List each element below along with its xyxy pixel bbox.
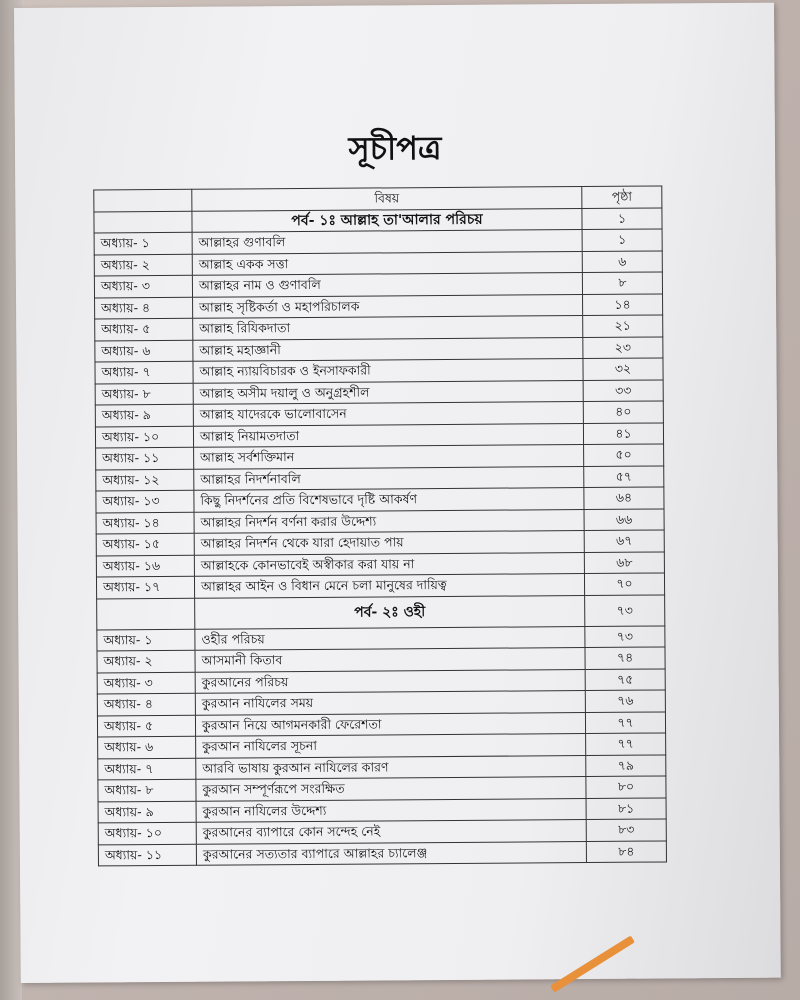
toc-body: [94, 207, 667, 865]
chapter-label: অধ্যায়- ১: [97, 629, 195, 651]
chapter-subject: আরবি ভাষায় কুরআন নাযিলের কারণ: [196, 755, 586, 779]
chapter-page: ৭০: [584, 573, 664, 595]
chapter-page: ৫০: [584, 444, 664, 466]
chapter-label: অধ্যায়- ১০: [95, 426, 193, 448]
chapter-label: অধ্যায়- ৫: [95, 318, 193, 340]
part-page: ১: [582, 207, 662, 229]
chapter-label: অধ্যায়- ১৫: [96, 533, 194, 555]
chapter-label: অধ্যায়- ৭: [95, 361, 193, 383]
chapter-label: অধ্যায়- ১১: [96, 447, 194, 469]
chapter-page: ২১: [583, 315, 663, 337]
chapter-subject: আল্লাহ অসীম দয়ালু ও অনুগ্রহশীল: [193, 380, 583, 404]
chapter-label: অধ্যায়- ২: [97, 650, 195, 672]
chapter-subject: কুরআনের পরিচয়: [195, 669, 585, 693]
chapter-label: অধ্যায়- ৫: [97, 715, 195, 737]
chapter-subject: কিছু নিদর্শনের প্রতি বিশেষভাবে দৃষ্টি আকর্ষণ: [194, 488, 584, 512]
chapter-page: ৪০: [583, 401, 663, 423]
chapter-subject: আল্লাহ মহাজ্ঞানী: [193, 337, 583, 361]
chapter-page: ৬৪: [584, 487, 664, 509]
header-page: পৃষ্ঠা: [582, 186, 662, 208]
chapter-label: অধ্যায়- ৬: [95, 340, 193, 362]
part-title: পর্ব- ১ঃ আল্লাহ তা'আলার পরিচয়: [192, 208, 582, 232]
chapter-subject: আল্লাহর নিদর্শন থেকে যারা হেদায়াত পায়: [194, 531, 584, 555]
chapter-page: ৭৭: [586, 733, 666, 755]
chapter-label: অধ্যায়- ১৪: [96, 512, 194, 534]
chapter-page: ৬৮: [584, 551, 664, 573]
chapter-page: ৭৬: [585, 690, 665, 712]
chapter-page: ৫৭: [584, 465, 664, 487]
chapter-subject: কুরআনের সত্যতার ব্যাপারে আল্লাহর চ্যালেঞ্জ: [196, 841, 586, 865]
part-row: [97, 594, 665, 629]
chapter-subject: কুরআন সম্পূর্ণরূপে সংরক্ষিত: [196, 777, 586, 801]
chapter-subject: আল্লাহ নিয়ামতদাতা: [193, 423, 583, 447]
chapter-subject: আসমানী কিতাব: [195, 648, 585, 672]
chapter-subject: কুরআনের ব্যাপারে কোন সন্দেহ নেই: [196, 820, 586, 844]
chapter-page: ৭৭: [585, 711, 665, 733]
page-title: সূচীপত্র: [348, 129, 442, 168]
chapter-subject: কুরআন নাযিলের উদ্দেশ্য: [196, 798, 586, 822]
chapter-page: ৮০: [586, 776, 666, 798]
chapter-page: ৮: [582, 272, 662, 294]
chapter-label: অধ্যায়- ৬: [98, 736, 196, 758]
chapter-label: অধ্যায়- ৭: [98, 758, 196, 780]
chapter-subject: আল্লাহর নিদর্শনাবলি: [194, 466, 584, 490]
chapter-label: অধ্যায়- ১৭: [96, 576, 194, 598]
chapter-label: অধ্যায়- ৩: [97, 672, 195, 694]
chapter-subject: আল্লাহ ন্যায়বিচারক ও ইনসাফকারী: [193, 359, 583, 383]
chapter-page: ৭৪: [585, 647, 665, 669]
chapter-subject: আল্লাহর নিদর্শন বর্ণনা করার উদ্দেশ্য: [194, 509, 584, 533]
chapter-page: ১: [582, 229, 662, 251]
chapter-subject: কুরআন নিয়ে আগমনকারী ফেরেশতা: [195, 712, 585, 736]
part-empty-cell: [97, 598, 195, 630]
chapter-label: অধ্যায়- ২: [94, 254, 192, 276]
chapter-subject: আল্লাহ সর্বশক্তিমান: [194, 445, 584, 469]
chapter-page: ৭৫: [585, 668, 665, 690]
chapter-subject: আল্লাহর গুণাবলি: [192, 230, 582, 254]
chapter-page: ৬: [582, 250, 662, 272]
chapter-label: অধ্যায়- ৯: [98, 801, 196, 823]
part-page: ৭৩: [585, 594, 665, 626]
chapter-page: ৮৩: [586, 819, 666, 841]
chapter-label: অধ্যায়- ৮: [98, 779, 196, 801]
chapter-page: ৩৩: [583, 379, 663, 401]
chapter-page: ৩২: [583, 358, 663, 380]
chapter-subject: আল্লাহ সৃষ্টিকর্তা ও মহাপরিচালক: [193, 294, 583, 318]
chapter-page: ৭৯: [586, 754, 666, 776]
chapter-label: অধ্যায়- ৯: [95, 404, 193, 426]
chapter-subject: কুরআন নাযিলের সূচনা: [196, 734, 586, 758]
header-subject: বিষয়: [192, 187, 582, 211]
chapter-subject: আল্লাহ যাদেরকে ভালোবাসেন: [193, 402, 583, 426]
chapter-subject: আল্লাহর আইন ও বিধান মেনে চলা মানুষের দায়িত্ব: [194, 574, 584, 598]
chapter-label: অধ্যায়- ১৬: [96, 555, 194, 577]
chapter-page: ৬৭: [584, 530, 664, 552]
chapter-subject: আল্লাহর নাম ও গুণাবলি: [192, 273, 582, 297]
chapter-label: অধ্যায়- ৪: [95, 297, 193, 319]
chapter-label: অধ্যায়- ৩: [94, 275, 192, 297]
chapter-label: অধ্যায়- ১২: [96, 469, 194, 491]
chapter-subject: কুরআন নাযিলের সময়: [195, 691, 585, 715]
chapter-subject: আল্লাহ একক সত্তা: [192, 251, 582, 275]
chapter-label: অধ্যায়- ১৩: [96, 490, 194, 512]
chapter-label: অধ্যায়- ১১: [98, 844, 196, 866]
header-empty-cell: [94, 189, 192, 211]
chapter-label: অধ্যায়- ৪: [97, 693, 195, 715]
chapter-subject: আল্লাহ রিযিকদাতা: [193, 316, 583, 340]
chapter-label: অধ্যায়- ১: [94, 232, 192, 254]
chapter-page: ৮১: [586, 797, 666, 819]
chapter-subject: ওহীর পরিচয়: [195, 626, 585, 650]
part-empty-cell: [94, 211, 192, 233]
chapter-label: অধ্যায়- ১০: [98, 822, 196, 844]
table-row: [98, 840, 666, 865]
chapter-subject: আল্লাহকে কোনভাবেই অস্বীকার করা যায় না: [194, 552, 584, 576]
chapter-page: ৭৩: [585, 625, 665, 647]
part-title: পর্ব- ২ঃ ওহী: [195, 595, 585, 629]
chapter-page: ২৩: [583, 336, 663, 358]
document-page: [14, 3, 781, 983]
chapter-page: ১৪: [583, 293, 663, 315]
chapter-page: ৪১: [583, 422, 663, 444]
chapter-page: ৮৪: [586, 840, 666, 862]
table-of-contents: [93, 185, 667, 866]
chapter-label: অধ্যায়- ৮: [95, 383, 193, 405]
chapter-page: ৬৬: [584, 508, 664, 530]
